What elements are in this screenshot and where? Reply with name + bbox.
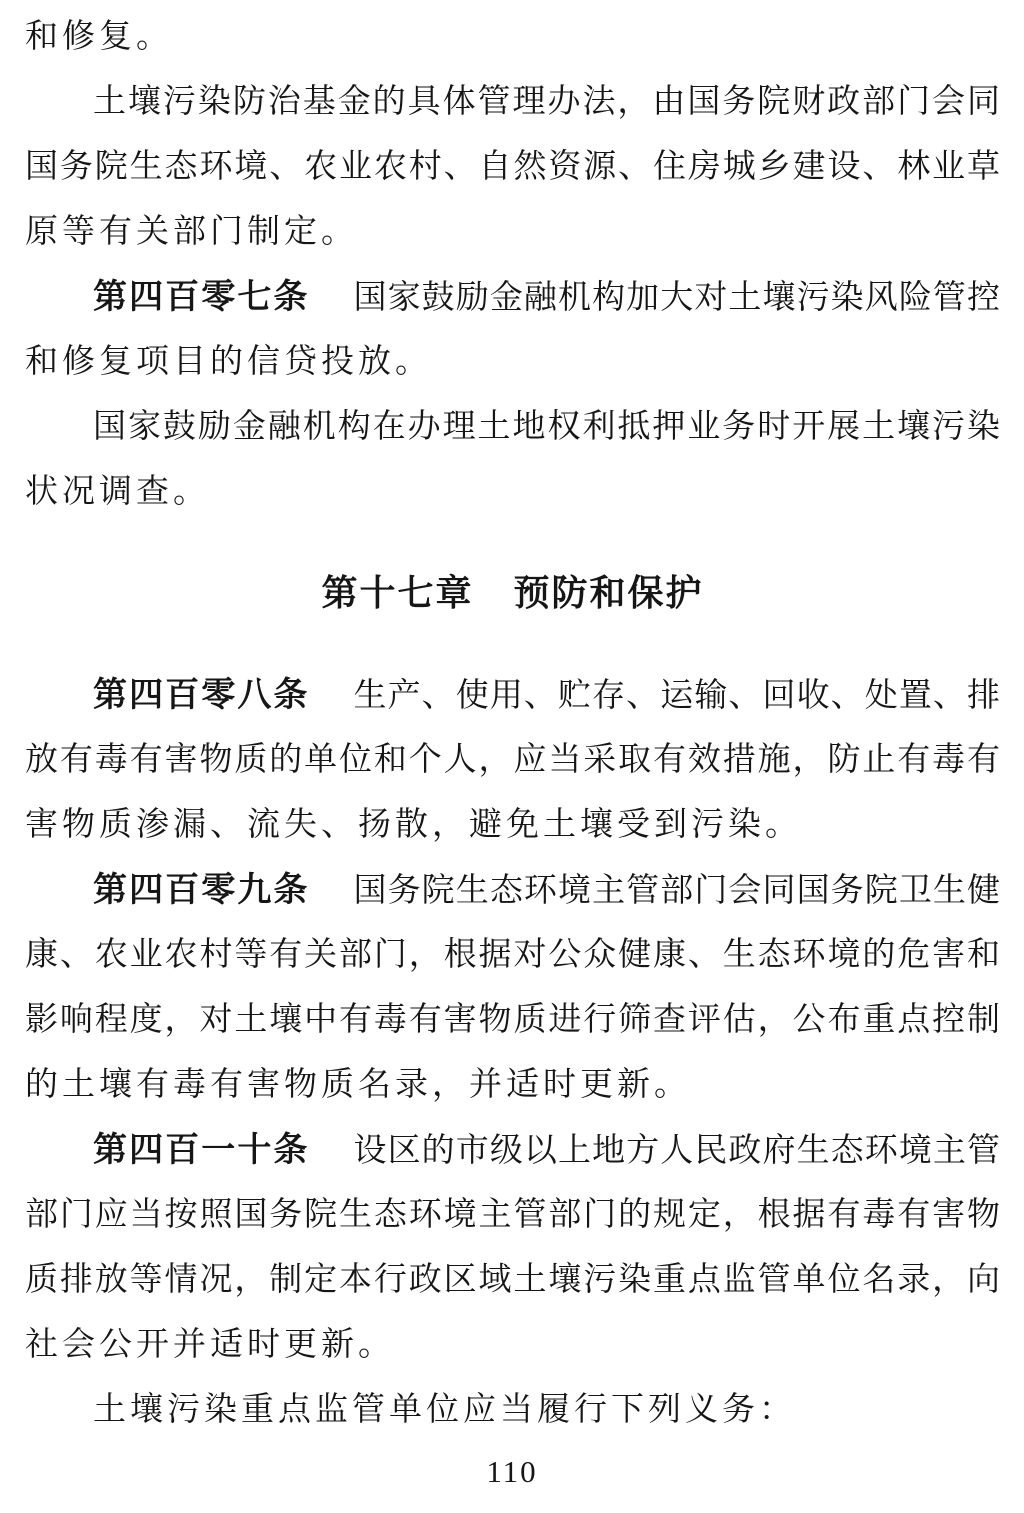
text-line: [25, 858, 1000, 923]
text-line: [25, 988, 1000, 1053]
line-text: 部门应当按照国务院生态环境主管部门的规定，根据有毒有害物: [25, 1197, 1000, 1233]
line-text: 害物质渗漏、流失、扬散，避免土壤受到污染。: [25, 807, 802, 843]
line-text: 和修复项目的信贷投放。: [25, 344, 432, 380]
text-line: [25, 1053, 1000, 1118]
line-text: 国家鼓励金融机构加大对土壤污染风险管控: [353, 280, 1000, 316]
line-text: 质排放等情况，制定本行政区域土壤污染重点监管单位名录，向: [25, 1262, 1000, 1298]
article-number: 第四百零八条: [93, 676, 310, 714]
text-line: [25, 663, 1000, 728]
line-text: 原等有关部门制定。: [25, 214, 358, 250]
article-number: 第四百零七条: [93, 278, 310, 316]
line-text: 的土壤有毒有害物质名录，并适时更新。: [25, 1067, 691, 1103]
line-text: 社会公开并适时更新。: [25, 1327, 395, 1363]
chapter-title: 预防和保护: [513, 572, 704, 613]
text-line: [25, 395, 1000, 460]
line-text: 生产、使用、贮存、运输、回收、处置、排: [353, 678, 1000, 714]
page-number: 110: [486, 1454, 538, 1489]
text-line: [25, 70, 1000, 135]
line-text: 国务院生态环境、农业农村、自然资源、住房城乡建设、林业草: [25, 149, 1000, 185]
line-text: 设区的市级以上地方人民政府生态环境主管: [353, 1133, 1000, 1169]
text-line: [25, 793, 1000, 858]
text-line: [25, 1118, 1000, 1183]
chapter-number: 第十七章: [321, 572, 474, 613]
text-line: [25, 135, 1000, 200]
text-line: [25, 923, 1000, 988]
text-line: [25, 1378, 1000, 1443]
line-text: 康、农业农村等有关部门，根据对公众健康、生态环境的危害和: [25, 937, 1000, 973]
line-text: 国家鼓励金融机构在办理土地权利抵押业务时开展土壤污染: [93, 409, 1000, 445]
line-text: 土壤污染重点监管单位应当履行下列义务：: [93, 1392, 796, 1428]
line-text: 影响程度，对土壤中有毒有害物质进行筛查评估，公布重点控制: [25, 1002, 1000, 1038]
line-text: 国务院生态环境主管部门会同国务院卫生健: [353, 873, 1000, 909]
text-line: [25, 200, 1000, 265]
line-text: 状况调查。: [25, 474, 210, 510]
text-line: [25, 1183, 1000, 1248]
text-line: [25, 1248, 1000, 1313]
text-line: [25, 330, 1000, 395]
text-line: [25, 1313, 1000, 1378]
line-text: 土壤污染防治基金的具体管理办法，由国务院财政部门会同: [93, 84, 1000, 120]
line-text: 放有毒有害物质的单位和个人，应当采取有效措施，防止有毒有: [25, 742, 1000, 778]
article-number: 第四百一十条: [93, 1131, 310, 1169]
text-line: [25, 5, 1000, 70]
article-number: 第四百零九条: [93, 871, 310, 909]
chapter-heading: [25, 560, 1000, 625]
text-column: [25, 5, 1000, 1443]
text-line: [25, 460, 1000, 525]
line-text: 和修复。: [25, 19, 173, 55]
text-line: [25, 728, 1000, 793]
text-line: [25, 265, 1000, 330]
